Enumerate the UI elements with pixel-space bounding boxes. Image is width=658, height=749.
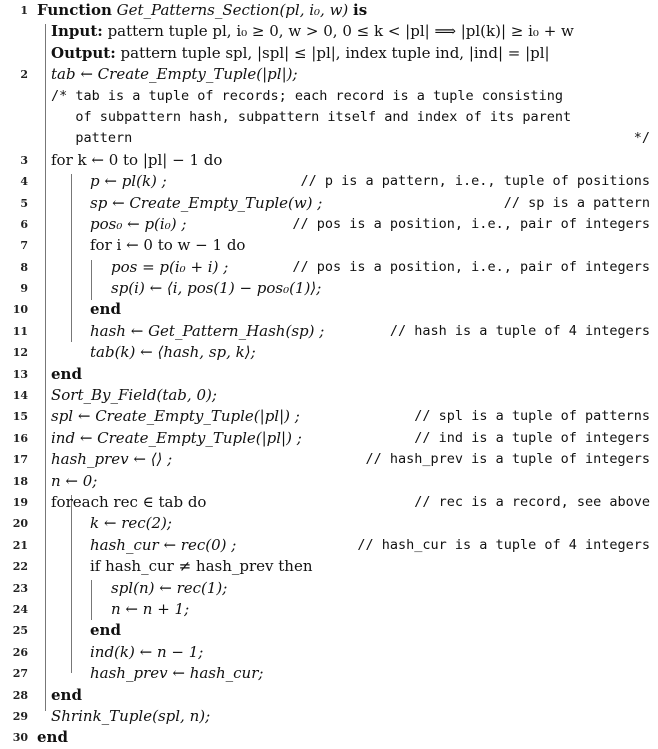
- code: p ← pl(k) ;: [90, 172, 167, 191]
- line-number: 13: [12, 367, 28, 381]
- line-16: [0, 428, 658, 449]
- line-13: [0, 364, 658, 385]
- block-comment-line-2: [0, 107, 658, 128]
- line-number: 25: [12, 624, 28, 638]
- line-number: 8: [20, 260, 28, 274]
- line-comment: // ind is a tuple of integers: [414, 429, 650, 446]
- line-26: [0, 642, 658, 663]
- line-number: 1: [20, 4, 28, 17]
- line-23: [0, 578, 658, 599]
- code: sp(i) ← ⟨i, pos(1) − pos₀(1)⟩;: [111, 279, 322, 298]
- code: hash_prev ← ⟨⟩ ;: [51, 450, 173, 469]
- line-18: [0, 471, 658, 492]
- keyword-function: Function: [37, 1, 112, 19]
- code: foreach rec ∈ tab do: [51, 492, 207, 511]
- input-spec: [0, 21, 658, 42]
- line-28: [0, 685, 658, 706]
- line-number: 5: [20, 196, 28, 210]
- line-number: 28: [12, 688, 28, 702]
- code: ind ← Create_Empty_Tuple(|pl|) ;: [51, 428, 302, 447]
- line-number: 20: [12, 517, 28, 531]
- line-4: [0, 171, 658, 192]
- line-number: 26: [12, 645, 28, 659]
- line-comment: // hash_prev is a tuple of integers: [365, 451, 650, 468]
- line-number: 12: [12, 346, 28, 360]
- comment-text: /* tab is a tuple of records; each record is a tuple consisting: [51, 87, 564, 104]
- line-number: 21: [12, 538, 28, 552]
- code: end: [90, 621, 121, 640]
- line-comment: // sp is a pattern: [503, 194, 650, 211]
- line-3: [0, 150, 658, 171]
- comment-end: */: [633, 130, 650, 147]
- input-label: Input:: [51, 22, 103, 41]
- code: Sort_By_Field(tab, 0);: [51, 386, 217, 405]
- keyword-is: is: [353, 1, 368, 19]
- line-number: 19: [12, 495, 28, 509]
- line-number: 29: [12, 709, 28, 723]
- code: Shrink_Tuple(spl, n);: [51, 706, 211, 725]
- line-number: 7: [20, 239, 28, 253]
- line-9: [0, 278, 658, 299]
- line-10: [0, 299, 658, 320]
- comment-text: of subpattern hash, subpattern itself and index of its parent: [51, 108, 572, 125]
- line-6: [0, 214, 658, 235]
- line-comment: // hash_cur is a tuple of 4 integers: [357, 536, 650, 553]
- input-text: pattern tuple pl, i₀ ≥ 0, w > 0, 0 ≤ k < |pl| ⟹ |pl(k)| ≥ i₀ + w: [107, 22, 574, 41]
- code: spl(n) ← rec(1);: [111, 578, 228, 597]
- comment-text: pattern: [51, 130, 133, 147]
- line-number: 24: [12, 602, 28, 616]
- line-comment: // pos is a position, i.e., pair of integers: [292, 215, 650, 232]
- line-number: 15: [12, 410, 28, 424]
- line-15: [0, 406, 658, 427]
- line-24: [0, 599, 658, 620]
- line-number: 16: [12, 431, 28, 445]
- code: for i ← 0 to w − 1 do: [90, 236, 246, 255]
- code: n ← 0;: [51, 471, 98, 490]
- code: end: [90, 300, 121, 319]
- code: end: [51, 685, 82, 704]
- line-8: [0, 257, 658, 278]
- line-number: 9: [20, 282, 28, 296]
- code: for k ← 0 to |pl| − 1 do: [51, 150, 223, 169]
- line-1: [0, 0, 658, 21]
- line-19: [0, 492, 658, 513]
- line-number: 6: [20, 217, 28, 231]
- line-number: 10: [12, 303, 28, 317]
- line-5: [0, 193, 658, 214]
- line-comment: // spl is a tuple of patterns: [414, 408, 650, 425]
- line-11: [0, 321, 658, 342]
- code: hash_cur ← rec(0) ;: [90, 535, 237, 554]
- code: end: [51, 364, 82, 383]
- line-20: [0, 513, 658, 534]
- line-17: [0, 449, 658, 470]
- code: if hash_cur ≠ hash_prev then: [90, 557, 313, 576]
- line-30: [0, 727, 658, 748]
- block-comment-line-1: [0, 86, 658, 107]
- code: tab ← Create_Empty_Tuple(|pl|);: [51, 65, 298, 84]
- code: hash_prev ← hash_cur;: [90, 664, 264, 683]
- output-text: pattern tuple spl, |spl| ≤ |pl|, index tuple ind, |ind| = |pl|: [120, 43, 550, 62]
- block-comment-line-3: [0, 128, 658, 149]
- code: tab(k) ← ⟨hash, sp, k⟩;: [90, 343, 256, 362]
- code: end: [37, 728, 68, 747]
- code: k ← rec(2);: [90, 514, 172, 533]
- line-25: [0, 620, 658, 641]
- line-12: [0, 342, 658, 363]
- function-header: [37, 0, 367, 21]
- line-27: [0, 663, 658, 684]
- output-spec: [0, 43, 658, 64]
- line-number: 3: [20, 153, 28, 167]
- code: pos = p(i₀ + i) ;: [111, 257, 229, 276]
- code: hash ← Get_Pattern_Hash(sp) ;: [90, 321, 325, 340]
- function-params: (pl, i₀, w): [279, 1, 349, 19]
- line-number: 4: [20, 175, 28, 189]
- line-comment: // pos is a position, i.e., pair of integers: [292, 258, 650, 275]
- line-7: [0, 235, 658, 256]
- line-29: [0, 706, 658, 727]
- line-comment: // rec is a record, see above: [414, 493, 650, 510]
- line-number: 2: [20, 68, 28, 82]
- line-number: 22: [12, 560, 28, 574]
- line-number: 18: [12, 474, 28, 488]
- line-21: [0, 535, 658, 556]
- line-number: 14: [12, 389, 28, 403]
- line-number: 23: [12, 581, 28, 595]
- output-label: Output:: [51, 43, 116, 62]
- line-22: [0, 556, 658, 577]
- code: pos₀ ← p(i₀) ;: [90, 214, 187, 233]
- code: sp ← Create_Empty_Tuple(w) ;: [90, 193, 323, 212]
- line-14: [0, 385, 658, 406]
- code: n ← n + 1;: [111, 599, 190, 618]
- line-number: 17: [12, 453, 28, 467]
- code: ind(k) ← n − 1;: [90, 642, 204, 661]
- line-2: [0, 64, 658, 85]
- function-name: Get_Patterns_Section: [116, 1, 280, 19]
- line-number: 30: [12, 731, 28, 745]
- line-number: 27: [12, 667, 28, 681]
- line-number: 11: [12, 324, 28, 338]
- line-comment: // hash is a tuple of 4 integers: [389, 322, 650, 339]
- line-comment: // p is a pattern, i.e., tuple of positions: [300, 173, 650, 190]
- code: spl ← Create_Empty_Tuple(|pl|) ;: [51, 407, 300, 426]
